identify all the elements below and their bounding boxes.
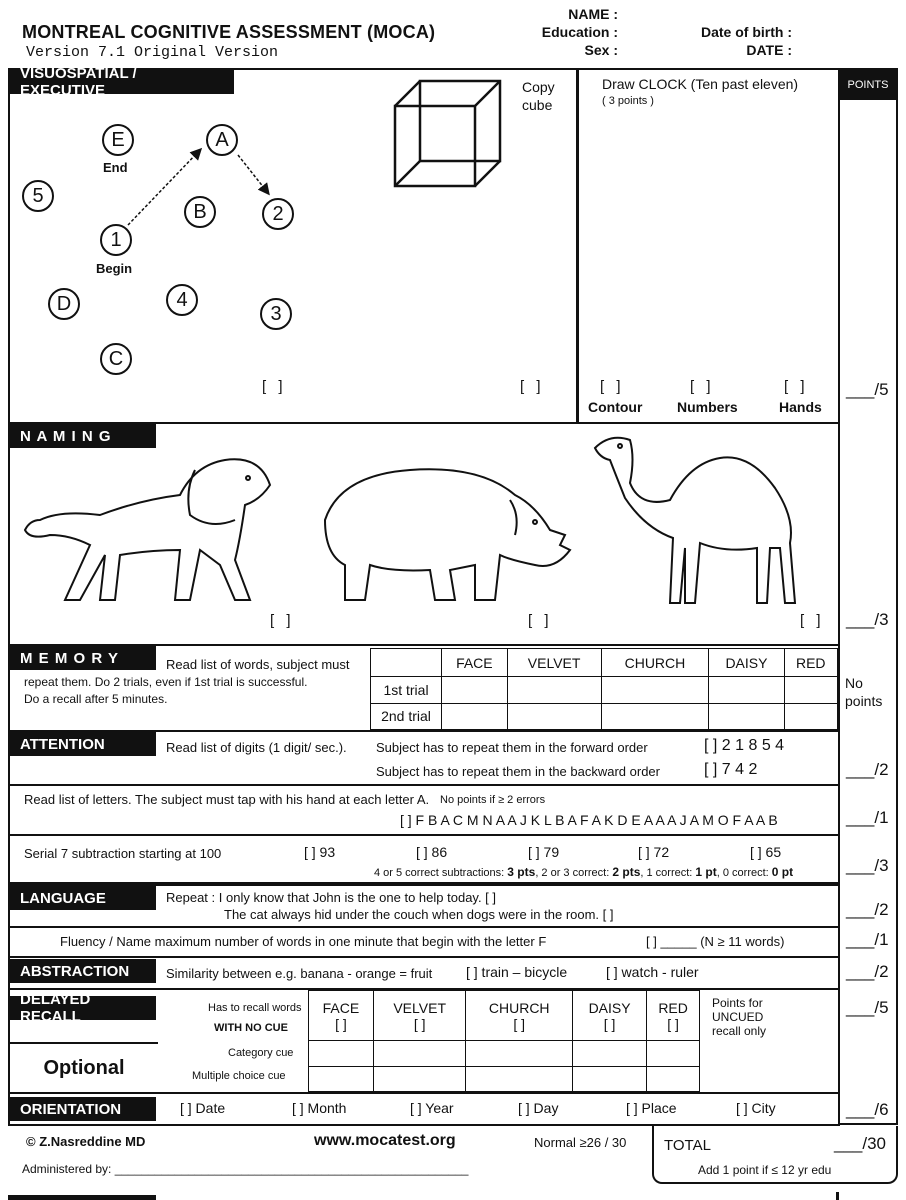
digits-instruction: Read list of digits (1 digit/ sec.).: [166, 740, 347, 755]
recall-face[interactable]: FACE [ ]: [309, 991, 374, 1041]
memory-word-red: RED: [784, 649, 837, 677]
hands-label: Hands: [779, 399, 822, 415]
bottom-bar: [8, 1195, 156, 1200]
abstraction-score[interactable]: ___/2: [846, 962, 889, 981]
orientation-score[interactable]: ___/6: [846, 1100, 889, 1119]
contour-bracket[interactable]: [ ]: [600, 378, 625, 395]
trail-node-a[interactable]: A: [206, 124, 238, 156]
memory-instruction-2: repeat them. Do 2 trials, even if 1st trial is successful.: [24, 675, 308, 689]
letters-list[interactable]: [ ] F B A C M N A A J K L B A F A K D E A A A J A M O F A A B: [400, 812, 778, 828]
delayed-recall-table: [308, 990, 700, 1092]
serial-instruction: Serial 7 subtraction starting at 100: [24, 846, 222, 861]
memory-word-velvet: VELVET: [507, 649, 601, 677]
recall-red[interactable]: RED [ ]: [647, 991, 700, 1041]
serial-65[interactable]: [ ] 65: [750, 844, 782, 860]
serial-86[interactable]: [ ] 86: [416, 844, 448, 860]
backward-instruction: Subject has to repeat them in the backward order: [376, 764, 660, 779]
backward-digits[interactable]: [ ] 7 4 2: [704, 761, 758, 778]
recall-church[interactable]: CHURCH [ ]: [466, 991, 572, 1041]
orientation-date[interactable]: [ ] Date: [180, 1100, 226, 1116]
orientation-place[interactable]: [ ] Place: [626, 1100, 677, 1116]
rhino-bracket[interactable]: [ ]: [528, 612, 553, 629]
recall-velvet[interactable]: VELVET [ ]: [373, 991, 466, 1041]
serial-scoring: 4 or 5 correct subtractions: 3 pts, 2 or 3 correct: 2 pts, 1 correct: 1 pt, 0 correct: 0 pt: [374, 865, 794, 879]
fluency-answer[interactable]: [ ] _____ (N ≥ 11 words): [646, 934, 785, 949]
orientation-title: ORIENTATION: [10, 1097, 156, 1121]
orientation-month[interactable]: [ ] Month: [292, 1100, 347, 1116]
total-label: TOTAL: [664, 1137, 711, 1154]
memory-no-points: No points: [845, 675, 883, 709]
memory-word-face: FACE: [442, 649, 508, 677]
naming-title: N A M I N G: [10, 424, 156, 448]
numbers-bracket[interactable]: [ ]: [690, 378, 715, 395]
memory-instruction-3: Do a recall after 5 minutes.: [24, 692, 168, 706]
sex-label: Sex :: [584, 42, 618, 58]
trail-node-b[interactable]: B: [184, 196, 216, 228]
lion-drawing: [20, 440, 280, 610]
end-label: End: [103, 160, 128, 175]
serial-79[interactable]: [ ] 79: [528, 844, 560, 860]
total-score[interactable]: ___/30: [834, 1134, 886, 1153]
orientation-year[interactable]: [ ] Year: [410, 1100, 454, 1116]
trail-node-1[interactable]: 1: [100, 224, 132, 256]
trial-1-label: 1st trial: [371, 677, 442, 704]
repeat-score[interactable]: ___/2: [846, 900, 889, 919]
website-link[interactable]: www.mocatest.org: [314, 1132, 456, 1149]
trail-node-4[interactable]: 4: [166, 284, 198, 316]
optional-label: Optional: [43, 1056, 125, 1079]
clock-divider: [576, 68, 579, 424]
serial-93[interactable]: [ ] 93: [304, 844, 336, 860]
camel-bracket[interactable]: [ ]: [800, 612, 825, 629]
contour-label: Contour: [588, 399, 643, 415]
naming-score[interactable]: ___/3: [846, 610, 889, 629]
administered-by[interactable]: Administered by: _____________________________________________________: [22, 1162, 469, 1176]
dob-label: Date of birth :: [701, 24, 792, 40]
date-label: DATE :: [746, 42, 792, 58]
abstraction-title: ABSTRACTION: [10, 959, 156, 983]
cube-bracket[interactable]: [ ]: [520, 378, 545, 395]
memory-table: [370, 648, 838, 730]
repeat-sentence-1[interactable]: Repeat : I only know that John is the one to help today. [ ]: [166, 890, 497, 905]
trail-node-3[interactable]: 3: [260, 298, 292, 330]
abstraction-item-1[interactable]: [ ] train – bicycle: [466, 964, 568, 980]
copyright: © Z.Nasreddine MD: [26, 1134, 146, 1149]
repeat-sentence-2[interactable]: The cat always hid under the couch when dogs were in the room. [ ]: [224, 907, 614, 922]
trail-node-5[interactable]: 5: [22, 180, 54, 212]
trail-bracket[interactable]: [ ]: [262, 378, 287, 395]
visuospatial-title: VISUOSPATIAL / EXECUTIVE: [10, 70, 234, 94]
camel-drawing: [585, 428, 810, 610]
education-adjustment: Add 1 point if ≤ 12 yr edu: [698, 1163, 832, 1177]
cube-drawing: [390, 76, 510, 192]
visuospatial-score[interactable]: ___/5: [846, 380, 889, 399]
serial-score[interactable]: ___/3: [846, 856, 889, 875]
fluency-score[interactable]: ___/1: [846, 930, 889, 949]
hands-bracket[interactable]: [ ]: [784, 378, 809, 395]
recall-daisy[interactable]: DAISY [ ]: [572, 991, 646, 1041]
lion-bracket[interactable]: [ ]: [270, 612, 295, 629]
digits-score[interactable]: ___/2: [846, 760, 889, 779]
trail-node-e[interactable]: E: [102, 124, 134, 156]
letters-note: No points if ≥ 2 errors: [440, 794, 546, 806]
memory-word-daisy: DAISY: [709, 649, 784, 677]
uncued-note: Points for UNCUED recall only: [712, 996, 767, 1038]
orientation-city[interactable]: [ ] City: [736, 1100, 776, 1116]
trail-node-2[interactable]: 2: [262, 198, 294, 230]
serial-72[interactable]: [ ] 72: [638, 844, 670, 860]
abstraction-example: Similarity between e.g. banana - orange = fruit: [166, 966, 433, 981]
delayed-recall-title: DELAYED RECALL: [10, 996, 156, 1020]
name-label: NAME :: [568, 6, 618, 22]
form-title: MONTREAL COGNITIVE ASSESSMENT (MOCA): [22, 22, 436, 42]
bottom-tick: [836, 1192, 839, 1200]
clock-instruction: Draw CLOCK (Ten past eleven): [602, 76, 799, 92]
copy-cube-label: Copy cube: [522, 79, 555, 113]
normal-score-note: Normal ≥26 / 30: [534, 1135, 627, 1150]
begin-label: Begin: [96, 261, 133, 276]
trial-2-label: 2nd trial: [371, 703, 442, 730]
forward-digits[interactable]: [ ] 2 1 8 5 4: [704, 737, 785, 754]
trail-node-c[interactable]: C: [100, 343, 132, 375]
forward-instruction: Subject has to repeat them in the forward order: [376, 740, 648, 755]
with-no-cue-label: WITH NO CUE: [214, 1022, 288, 1034]
clock-points: ( 3 points ): [602, 95, 654, 107]
orientation-day[interactable]: [ ] Day: [518, 1100, 559, 1116]
letters-instruction: Read list of letters. The subject must tap with his hand at each letter A.: [24, 792, 430, 807]
fluency-instruction: Fluency / Name maximum number of words in one minute that begin with the letter F: [60, 934, 547, 949]
memory-title: M E M O R Y: [10, 646, 156, 670]
letters-score[interactable]: ___/1: [846, 808, 889, 827]
attention-title: ATTENTION: [10, 732, 156, 756]
memory-word-church: CHURCH: [601, 649, 709, 677]
trail-node-d[interactable]: D: [48, 288, 80, 320]
category-cue-label: Category cue: [228, 1047, 294, 1059]
form-version: Version 7.1 Original Version: [26, 44, 279, 61]
memory-instruction-1: Read list of words, subject must: [166, 657, 350, 672]
abstraction-item-2[interactable]: [ ] watch - ruler: [606, 964, 699, 980]
delayed-recall-score[interactable]: ___/5: [846, 998, 889, 1017]
rhinoceros-drawing: [310, 460, 580, 610]
numbers-label: Numbers: [677, 399, 738, 415]
education-label: Education :: [541, 24, 618, 40]
points-header: POINTS: [840, 70, 896, 100]
language-title: LANGUAGE: [10, 886, 156, 910]
multiple-choice-cue-label: Multiple choice cue: [192, 1070, 286, 1082]
recall-instruction: Has to recall words: [208, 1002, 302, 1014]
